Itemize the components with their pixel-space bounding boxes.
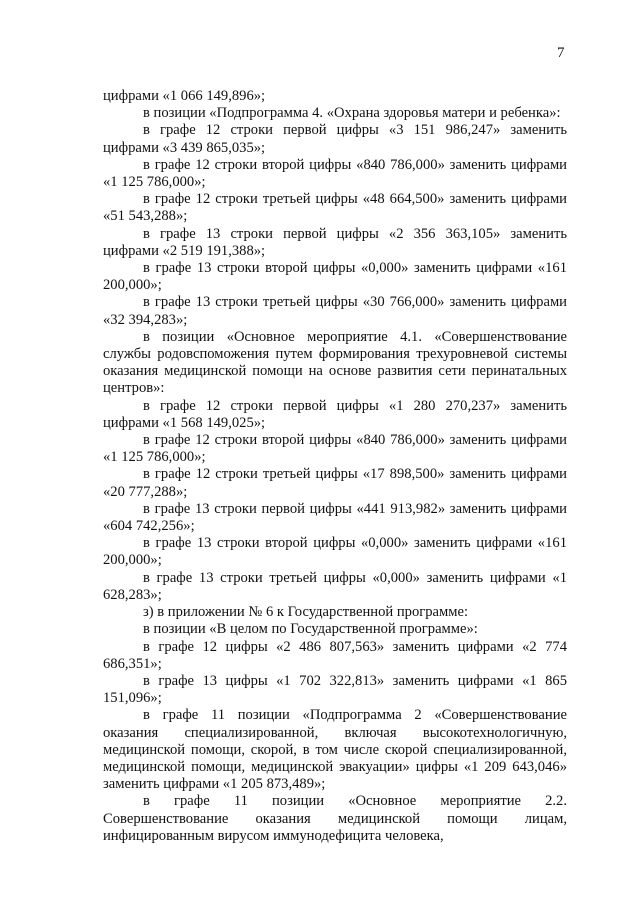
paragraph: в позиции «Подпрограмма 4. «Охрана здоровья матери и ребенка»:	[143, 105, 561, 122]
paragraph: в графе 13 строки второй цифры «0,000» заменить цифрами «161 200,000»;	[103, 260, 567, 294]
paragraph: в графе 12 строки третьей цифры «17 898,500» заменить цифрами «20 777,288»;	[103, 466, 567, 500]
paragraph: в графе 13 строки третьей цифры «30 766,000» заменить цифрами «32 394,283»;	[103, 294, 567, 328]
paragraph: в графе 13 строки первой цифры «2 356 363,105» заменить цифрами «2 519 191,388»;	[103, 225, 567, 259]
paragraph: цифрами «1 066 149,896»;	[103, 88, 266, 104]
paragraph: в графе 12 строки первой цифры «3 151 986,247» заменить цифрами «3 439 865,035»;	[103, 122, 567, 156]
paragraph: в графе 12 цифры «2 486 807,563» заменить цифрами «2 774 686,351»;	[103, 638, 567, 672]
paragraph: в графе 13 строки третьей цифры «0,000» заменить цифрами «1 628,283»;	[103, 569, 567, 603]
paragraph: в графе 12 строки первой цифры «1 280 270,237» заменить цифрами «1 568 149,025»;	[103, 397, 567, 431]
paragraph: в графе 11 позиции «Основное мероприятие 2.2. Совершенствование оказания медицинской помощи лицам, инфицированным вирусом иммунодефицита человека,	[103, 793, 567, 844]
page-number: 7	[557, 45, 565, 61]
paragraph: в графе 12 строки второй цифры «840 786,000» заменить цифрами «1 125 786,000»;	[103, 156, 567, 191]
paragraph: в графе 12 строки третьей цифры «48 664,500» заменить цифрами «51 543,288»;	[103, 191, 567, 225]
paragraph: в позиции «В целом по Государственной программе»:	[143, 621, 478, 638]
paragraph: в графе 13 строки первой цифры «441 913,982» заменить цифрами «604 742,256»;	[103, 500, 567, 535]
paragraph: в графе 12 строки второй цифры «840 786,000» заменить цифрами «1 125 786,000»;	[103, 432, 567, 466]
document-body	[103, 88, 567, 845]
paragraph: в графе 11 позиции «Подпрограмма 2 «Совершенствование оказания специализированной, включая высокотехнологичную, медицинской помощи, скорой, в том числе скорой специализированной, медицинской помощи, медицинской эвакуации» цифры «1 209 643,046» заменить цифрами «1 205 873,489»;	[103, 707, 567, 793]
paragraph: в графе 13 цифры «1 702 322,813» заменить цифрами «1 865 151,096»;	[103, 672, 567, 707]
paragraph: в графе 13 строки второй цифры «0,000» заменить цифрами «161 200,000»;	[103, 535, 567, 569]
paragraph: з) в приложении № 6 к Государственной программе:	[143, 604, 469, 621]
paragraph: в позиции «Основное мероприятие 4.1. «Совершенствование службы родовспоможения путем формирования трехуровневой системы оказания медицинской помощи на основе развития сети перинатальных центров»:	[103, 328, 567, 397]
